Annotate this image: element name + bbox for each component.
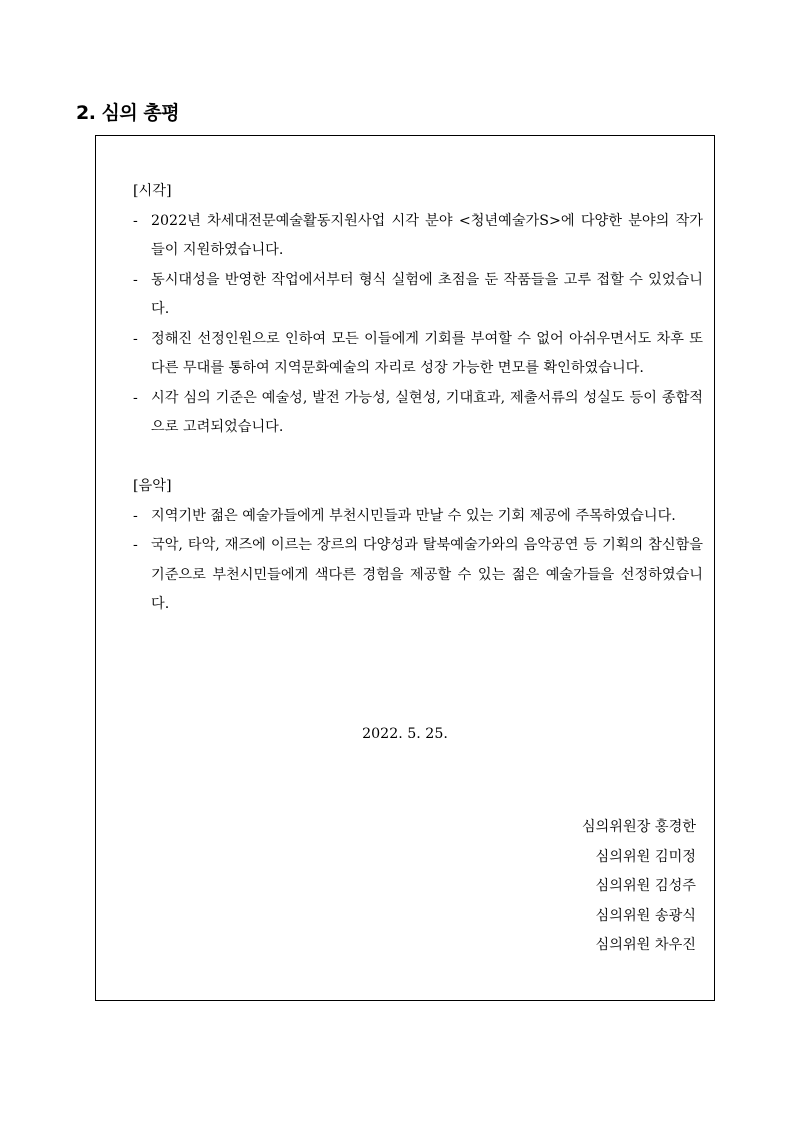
visual-bullet-text: 2022년 차세대전문예술활동지원사업 시각 분야 <청년예술가S>에 다양한 분야의 작가들이 지원하였습니다. — [151, 212, 703, 258]
signer-member: 심의위원 송광식 — [595, 907, 696, 924]
visual-bullet-text: 시각 심의 기준은 예술성, 발전 가능성, 실현성, 기대효과, 제출서류의 성실도 등이 종합적으로 고려되었습니다. — [151, 389, 703, 435]
visual-bullet-text: 정해진 선정인원으로 인하여 모든 이들에게 기회를 부여할 수 없어 아쉬우면서도 차후 또 다른 무대를 통하여 지역문화예술의 자리로 성장 가능한 면모를 확인하였습니다. — [151, 330, 703, 376]
signer-chair: 심의위원장 홍경한 — [581, 819, 696, 835]
visual-bullet-1: - 2022년 차세대전문예술활동지원사업 시각 분야 <청년예술가S>에 다양한 분야의 작가들이 지원하였습니다. — [133, 207, 703, 266]
review-summary-box — [95, 135, 715, 1001]
signer-member: 심의위원 김성주 — [595, 878, 696, 894]
music-bullet-text: 국악, 타악, 재즈에 이르는 장르의 다양성과 탈북예술가와의 음악공연 등 기획의 참신함을 기준으로 부천시민들에게 색다른 경험을 제공할 수 있는 젊은 예술가들을 선정하였습니다. — [151, 537, 703, 612]
review-date: 2022. 5. 25. — [362, 726, 448, 742]
signer-member: 심의위원 차우진 — [595, 937, 696, 953]
signer-member: 심의위원 김미정 — [595, 848, 696, 865]
section-title: 2. 심의 총평 — [76, 102, 180, 124]
visual-bullet-text: 동시대성을 반영한 작업에서부터 형식 실험에 초점을 둔 작품들을 고루 접할 수 있었습니다. — [151, 271, 703, 317]
section-spacer — [133, 443, 703, 473]
visual-bullet-3: - 정해진 선정인원으로 인하여 모든 이들에게 기회를 부여할 수 없어 아쉬우면서도 차후 또 다른 무대를 통하여 지역문화예술의 자리로 성장 가능한 면모를 확인하였습니다. — [133, 325, 703, 384]
music-bullet-1: - 지역기반 젊은 예술가들에게 부천시민들과 만날 수 있는 기회 제공에 주목하였습니다. — [133, 502, 703, 532]
visual-heading: [시각] — [133, 183, 172, 199]
visual-bullet-4: - 시각 심의 기준은 예술성, 발전 가능성, 실현성, 기대효과, 제출서류의 성실도 등이 종합적으로 고려되었습니다. — [133, 384, 703, 443]
visual-bullet-2: - 동시대성을 반영한 작업에서부터 형식 실험에 초점을 둔 작품들을 고루 접할 수 있었습니다. — [133, 266, 703, 325]
music-bullet-text: 지역기반 젊은 예술가들에게 부천시민들과 만날 수 있는 기회 제공에 주목하였습니다. — [151, 507, 676, 524]
signer-list — [582, 813, 696, 961]
music-heading: [음악] — [133, 478, 172, 494]
music-bullet-2: - 국악, 타악, 재즈에 이르는 장르의 다양성과 탈북예술가와의 음악공연 등 기획의 참신함을 기준으로 부천시민들에게 색다른 경험을 제공할 수 있는 젊은 예술가들을 선정하였습니다. — [133, 531, 703, 620]
review-body — [133, 177, 703, 620]
